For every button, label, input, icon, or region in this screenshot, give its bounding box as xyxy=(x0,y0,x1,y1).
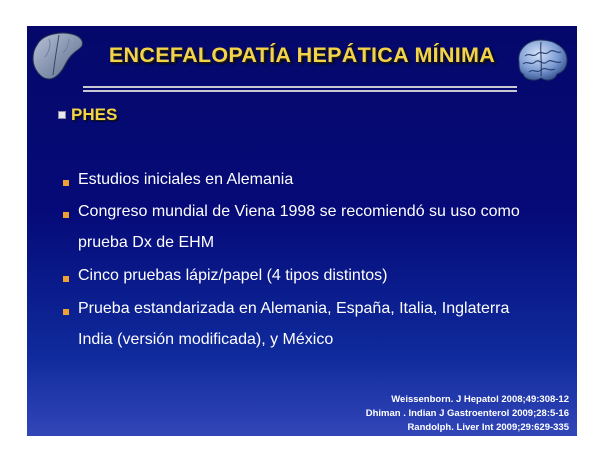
slide-title: ENCEFALOPATÍA HEPÁTICA MÍNIMA xyxy=(108,43,496,67)
list-item xyxy=(63,204,543,258)
section-label: PHES xyxy=(71,105,118,124)
square-bullet-icon xyxy=(63,212,69,218)
references xyxy=(366,393,569,435)
square-bullet-icon xyxy=(63,180,69,186)
list-item xyxy=(63,172,543,195)
slide xyxy=(27,26,577,436)
square-bullet-icon xyxy=(63,276,69,282)
bullet-text: Prueba estandarizada en Alemania, España, Italia, Inglaterra India (versión modificada), y México xyxy=(78,300,510,348)
bullet-text: Estudios iniciales en Alemania xyxy=(78,171,294,188)
square-bullet-icon xyxy=(59,112,65,118)
bullet-text: Cinco pruebas lápiz/papel (4 tipos distintos) xyxy=(78,267,388,284)
square-bullet-icon xyxy=(63,309,69,315)
reference: Dhiman . Indian J Gastroenterol 2009;28:5-16 xyxy=(365,408,569,419)
reference: Weissenborn. J Hepatol 2008;49:308-12 xyxy=(391,394,569,405)
title-divider xyxy=(83,90,517,92)
list-item xyxy=(63,268,543,291)
section-heading xyxy=(59,105,117,125)
title-divider xyxy=(83,86,517,88)
reference: Randolph. Liver Int 2009;29:629-335 xyxy=(407,422,569,433)
bullet-text: Congreso mundial de Viena 1998 se recomiendó su uso como prueba Dx de EHM xyxy=(78,203,520,251)
list-item xyxy=(63,301,543,355)
